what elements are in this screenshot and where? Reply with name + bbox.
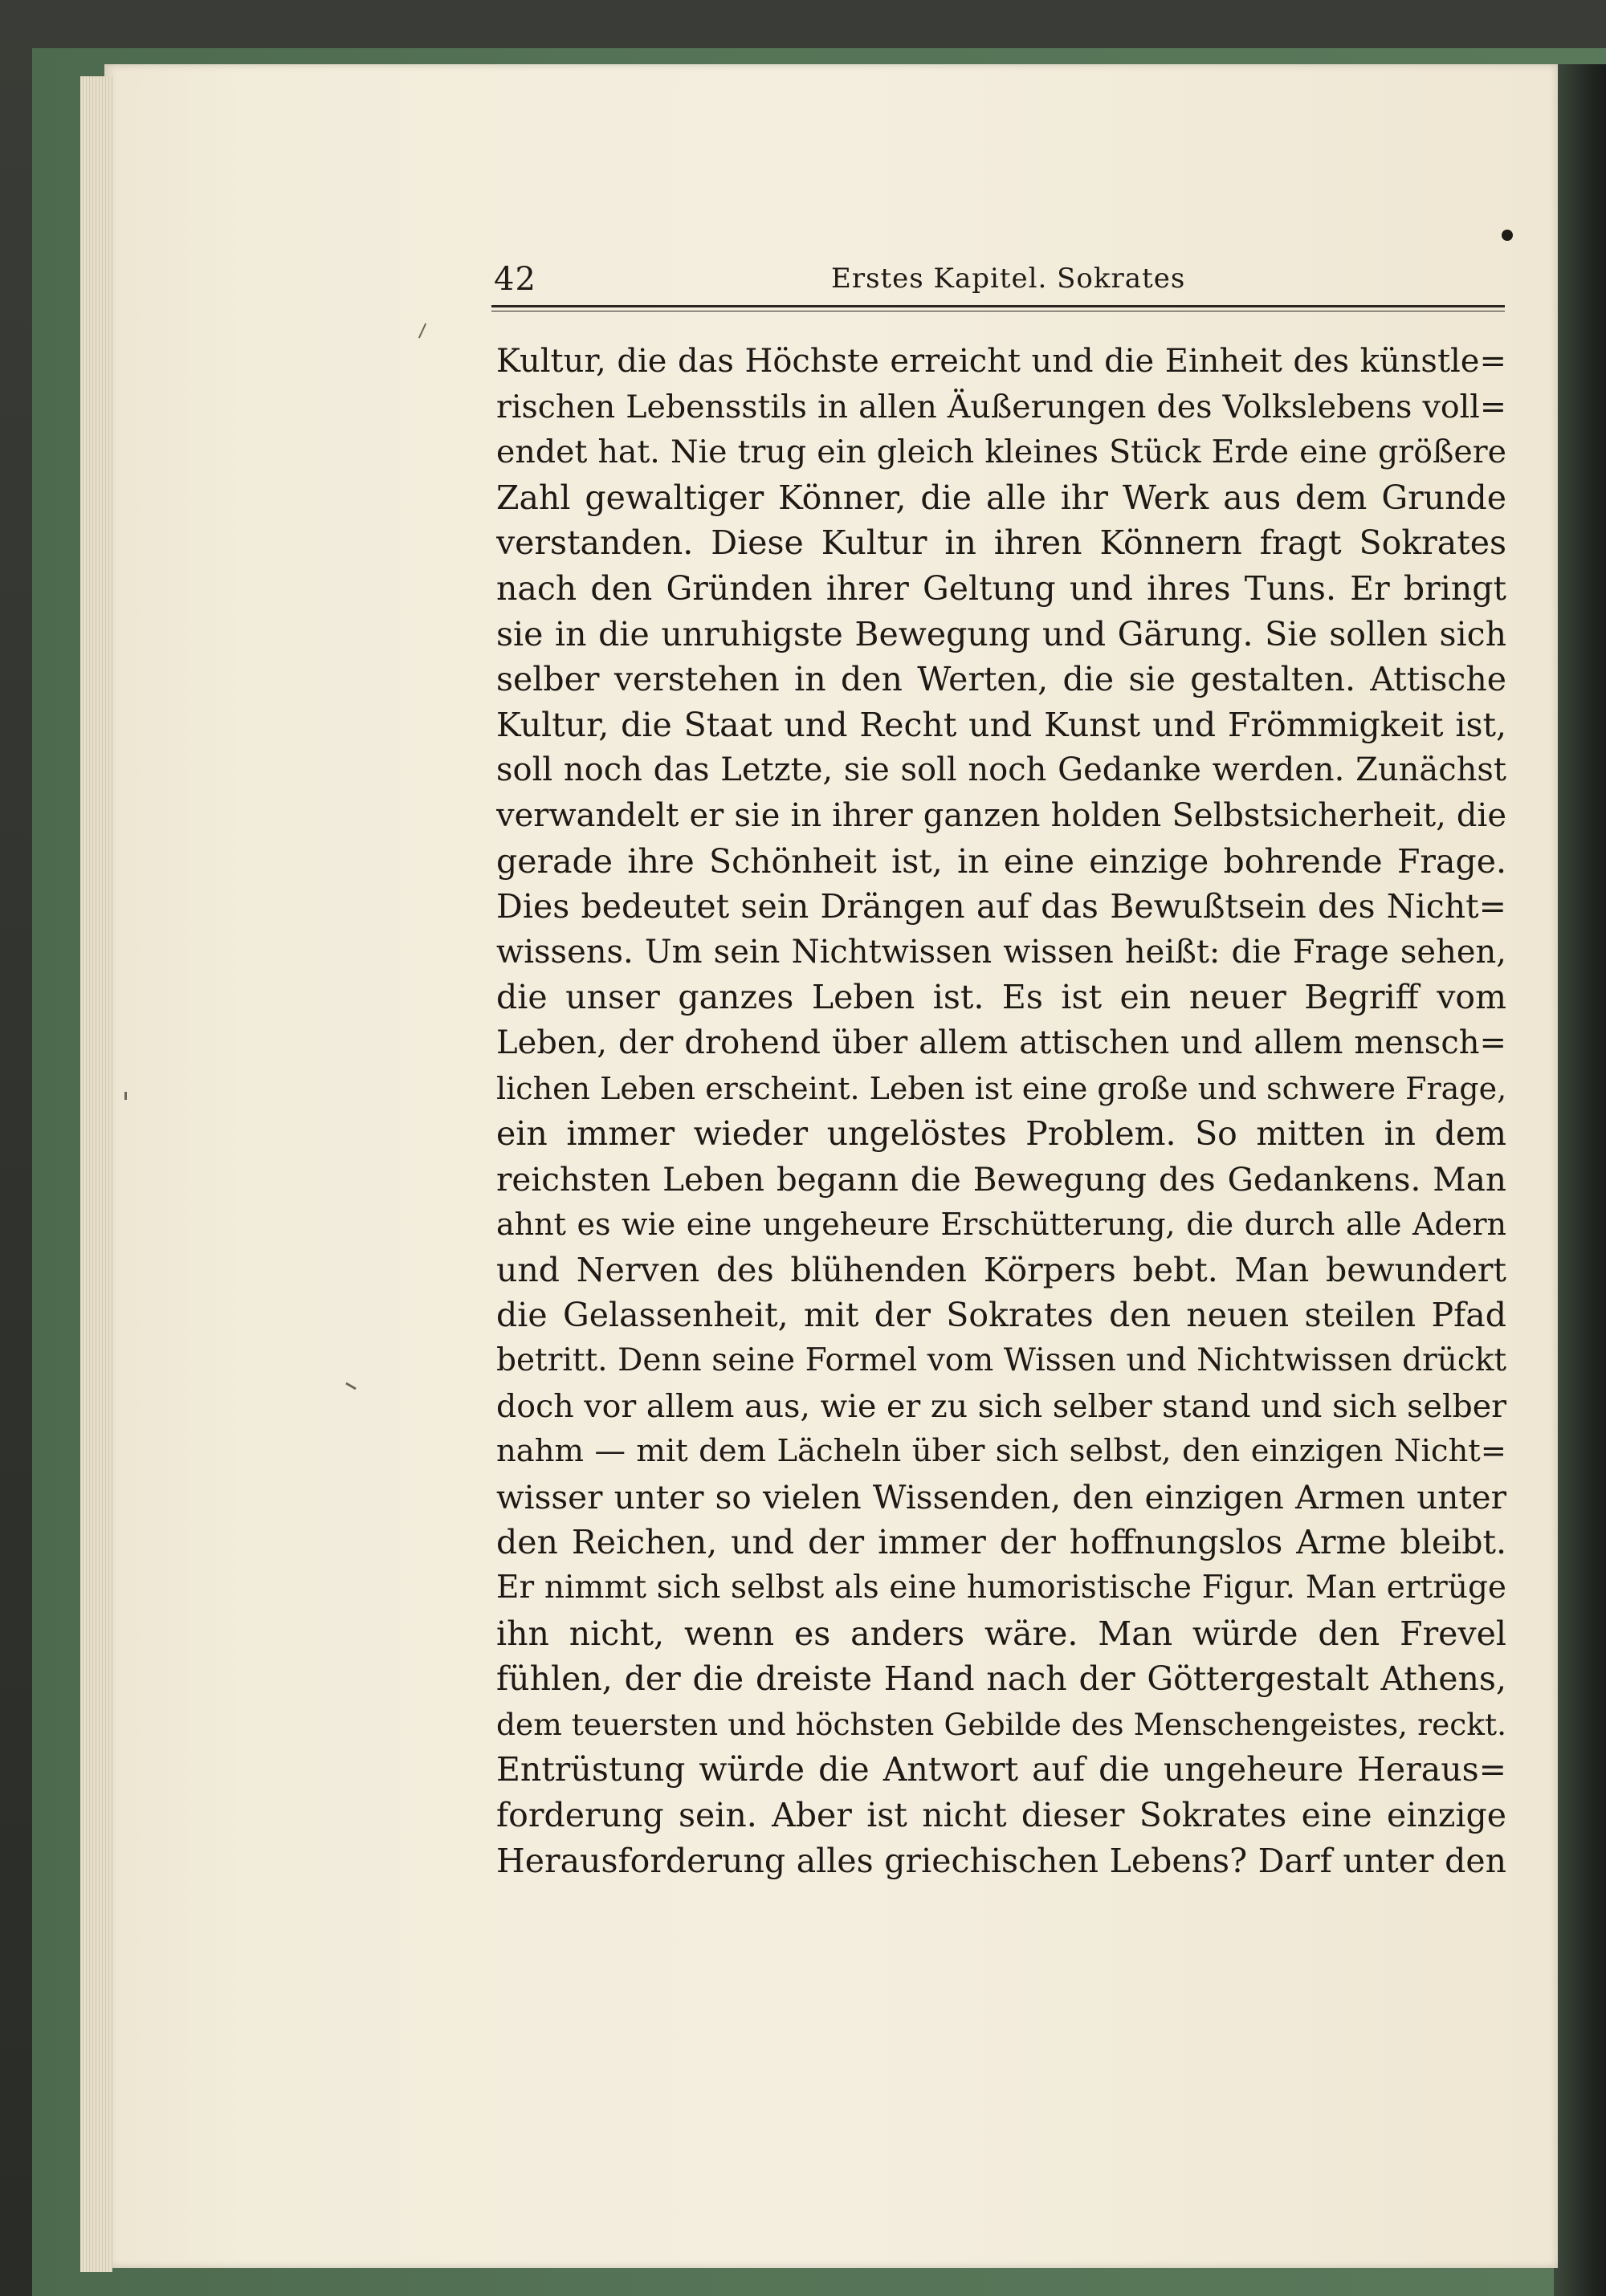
- text-line: die unser ganzes Leben ist. Es ist ein neuer Begriff vom: [496, 978, 1506, 1017]
- text-line: ein immer wieder ungelöstes Problem. So mitten in dem: [496, 1114, 1506, 1154]
- text-line: reichsten Leben begann die Bewegung des Gedankens. Man: [496, 1159, 1506, 1199]
- text-line: Kultur, die das Höchste erreicht und die Einheit des künstle=: [496, 343, 1506, 380]
- text-line: wissens. Um sein Nichtwissen wissen heißt: die Frage sehen,: [496, 933, 1506, 971]
- text-line: forderung sein. Aber ist nicht dieser Sokrates eine einzige: [496, 1796, 1506, 1834]
- text-line: verwandelt er sie in ihrer ganzen holden Selbstsicherheit, die: [496, 796, 1506, 834]
- text-line: selber verstehen in den Werten, die sie gestalten. Attische: [496, 660, 1506, 699]
- text-line: Zahl gewaltiger Könner, die alle ihr Werk aus dem Grunde: [496, 478, 1506, 517]
- text-line: fühlen, der die dreiste Hand nach der Göttergestalt Athens,: [496, 1659, 1506, 1699]
- ink-dot: [1502, 230, 1513, 241]
- margin-mark: [124, 1092, 127, 1100]
- text-line: dem teuersten und höchsten Gebilde des Menschengeistes, reckt.: [496, 1706, 1506, 1742]
- text-line: Kultur, die Staat und Recht und Kunst und Frömmigkeit ist,: [496, 705, 1506, 744]
- text-line: betritt. Denn seine Formel vom Wissen und Nichtwissen drückt: [496, 1342, 1506, 1379]
- header-rule: [491, 305, 1505, 307]
- body-text: [496, 339, 1506, 1883]
- page-header: [494, 261, 1502, 305]
- text-line: und Nerven des blühenden Körpers bebt. Man bewundert: [496, 1250, 1506, 1289]
- text-line: sie in die unruhigste Bewegung und Gärung. Sie sollen sich: [496, 614, 1506, 653]
- running-title: Erstes Kapitel. Sokrates: [831, 263, 1186, 295]
- text-line: den Reichen, und der immer der hoffnungslos Arme bleibt.: [496, 1523, 1506, 1562]
- text-line: rischen Lebensstils in allen Äußerungen des Volkslebens voll=: [496, 388, 1506, 425]
- text-line: Herausforderung alles griechischen Lebens? Darf unter den: [496, 1841, 1506, 1880]
- page-stack-edge: [80, 76, 112, 2272]
- text-line: ihn nicht, wenn es anders wäre. Man würde den Frevel: [496, 1614, 1506, 1653]
- page-number: 42: [494, 261, 536, 298]
- text-line: nahm — mit dem Lächeln über sich selbst, den einzigen Nicht=: [496, 1433, 1506, 1470]
- text-line: Er nimmt sich selbst als eine humoristische Figur. Man ertrüge: [496, 1569, 1506, 1606]
- text-line: endet hat. Nie trug ein gleich kleines Stück Erde eine größere: [496, 434, 1506, 471]
- text-line: soll noch das Letzte, sie soll noch Gedanke werden. Zunächst: [496, 751, 1506, 789]
- text-line: lichen Leben erscheint. Leben ist eine große und schwere Frage,: [496, 1070, 1506, 1106]
- text-line: verstanden. Diese Kultur in ihren Könnern fragt Sokrates: [496, 523, 1506, 563]
- text-line: die Gelassenheit, mit der Sokrates den neuen steilen Pfad: [496, 1296, 1506, 1335]
- text-line: Dies bedeutet sein Drängen auf das Bewußtsein des Nicht=: [496, 887, 1506, 926]
- text-line: ahnt es wie eine ungeheure Erschütterung, die durch alle Adern: [496, 1207, 1506, 1243]
- text-line: wisser unter so vielen Wissenden, den einzigen Armen unter: [496, 1477, 1506, 1516]
- text-line: nach den Gründen ihrer Geltung und ihres Tuns. Er bringt: [496, 568, 1506, 608]
- text-line: doch vor allem aus, wie er zu sich selber stand und sich selber: [496, 1387, 1506, 1425]
- text-line: Leben, der drohend über allem attischen und allem mensch=: [496, 1024, 1506, 1061]
- text-line: Entrüstung würde die Antwort auf die ungeheure Heraus=: [496, 1750, 1506, 1789]
- book-edge-shadow: [1554, 64, 1606, 2296]
- text-line: gerade ihre Schönheit ist, in eine einzige bohrende Frage.: [496, 841, 1506, 881]
